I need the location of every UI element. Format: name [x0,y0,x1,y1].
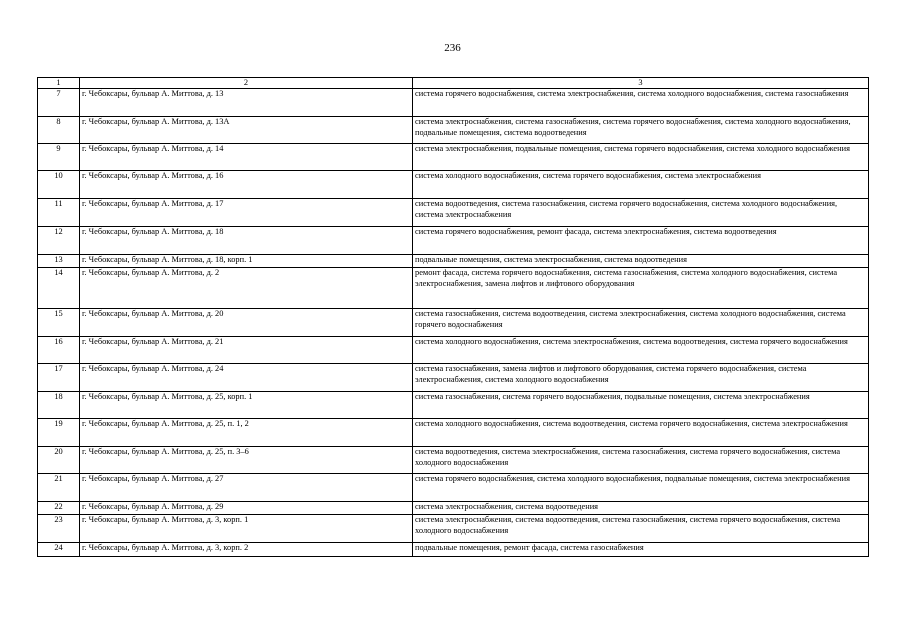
row-address: г. Чебоксары, бульвар А. Миттова, д. 18 [80,227,413,255]
row-number: 21 [38,474,80,502]
row-works: система горячего водоснабжения, система холодного водоснабжения, подвальные помещения, система электроснабжения [413,474,869,502]
row-number: 17 [38,364,80,392]
row-works: система электроснабжения, система газоснабжения, система горячего водоснабжения, система холодного водоснабжения, подвальные помещения, система водоотведения [413,117,869,144]
row-address: г. Чебоксары, бульвар А. Миттова, д. 2 [80,268,413,309]
table-row [38,89,869,117]
table-row [38,171,869,199]
column-header-number: 1 [38,78,80,89]
row-address: г. Чебоксары, бульвар А. Миттова, д. 27 [80,474,413,502]
table-row [38,419,869,447]
table-row [38,268,869,309]
row-number: 18 [38,392,80,419]
row-address: г. Чебоксары, бульвар А. Миттова, д. 14 [80,144,413,171]
table-row [38,337,869,364]
row-address: г. Чебоксары, бульвар А. Миттова, д. 20 [80,309,413,337]
row-works: система холодного водоснабжения, система горячего водоснабжения, система электроснабжения [413,171,869,199]
column-header-works: 3 [413,78,869,89]
table-row [38,474,869,502]
row-works: подвальные помещения, ремонт фасада, система газоснабжения [413,543,869,557]
row-number: 14 [38,268,80,309]
row-works: система электроснабжения, система водоотведения, система газоснабжения, система горячего водоснабжения, система холодного водоснабжения [413,515,869,543]
row-number: 24 [38,543,80,557]
page-number: 236 [444,42,461,54]
table-row [38,144,869,171]
table-row [38,364,869,392]
table-row [38,502,869,515]
row-address: г. Чебоксары, бульвар А. Миттова, д. 21 [80,337,413,364]
row-number: 7 [38,89,80,117]
row-address: г. Чебоксары, бульвар А. Миттова, д. 13 [80,89,413,117]
works-table [37,77,869,557]
row-works: система холодного водоснабжения, система электроснабжения, система водоотведения, система горячего водоснабжения [413,337,869,364]
row-number: 16 [38,337,80,364]
row-number: 8 [38,117,80,144]
row-works: система водоотведения, система электроснабжения, система газоснабжения, система горячего водоснабжения, система холодного водоснабжения [413,447,869,474]
row-address: г. Чебоксары, бульвар А. Миттова, д. 24 [80,364,413,392]
row-address: г. Чебоксары, бульвар А. Миттова, д. 18, корп. 1 [80,255,413,268]
row-works: система газоснабжения, замена лифтов и лифтового оборудования, система горячего водоснабжения, система электроснабжения, система холодного водоснабжения [413,364,869,392]
table-row [38,543,869,557]
row-address: г. Чебоксары, бульвар А. Миттова, д. 25, п. 1, 2 [80,419,413,447]
row-number: 20 [38,447,80,474]
row-address: г. Чебоксары, бульвар А. Миттова, д. 25, корп. 1 [80,392,413,419]
row-works: система холодного водоснабжения, система водоотведения, система горячего водоснабжения, система электроснабжения [413,419,869,447]
row-address: г. Чебоксары, бульвар А. Миттова, д. 16 [80,171,413,199]
row-works: система газоснабжения, система горячего водоснабжения, подвальные помещения, система электроснабжения [413,392,869,419]
row-works: ремонт фасада, система горячего водоснабжения, система газоснабжения, система холодного водоснабжения, система электроснабжения, замена лифтов и лифтового оборудования [413,268,869,309]
row-works: подвальные помещения, система электроснабжения, система водоотведения [413,255,869,268]
table-row [38,199,869,227]
row-address: г. Чебоксары, бульвар А. Миттова, д. 3, корп. 2 [80,543,413,557]
table-header-row [38,78,869,89]
row-works: система электроснабжения, подвальные помещения, система горячего водоснабжения, система холодного водоснабжения [413,144,869,171]
row-works: система водоотведения, система газоснабжения, система горячего водоснабжения, система холодного водоснабжения, система электроснабжения [413,199,869,227]
row-address: г. Чебоксары, бульвар А. Миттова, д. 3, корп. 1 [80,515,413,543]
row-address: г. Чебоксары, бульвар А. Миттова, д. 17 [80,199,413,227]
row-works: система горячего водоснабжения, ремонт фасада, система электроснабжения, система водоотведения [413,227,869,255]
row-works: система газоснабжения, система водоотведения, система электроснабжения, система холодного водоснабжения, система горячего водоснабжения [413,309,869,337]
row-number: 9 [38,144,80,171]
table-row [38,255,869,268]
row-address: г. Чебоксары, бульвар А. Миттова, д. 25, п. 3–6 [80,447,413,474]
row-number: 11 [38,199,80,227]
row-number: 22 [38,502,80,515]
column-header-address: 2 [80,78,413,89]
row-address: г. Чебоксары, бульвар А. Миттова, д. 29 [80,502,413,515]
row-number: 23 [38,515,80,543]
row-number: 13 [38,255,80,268]
row-number: 15 [38,309,80,337]
table-row [38,117,869,144]
table-row [38,309,869,337]
row-address: г. Чебоксары, бульвар А. Миттова, д. 13А [80,117,413,144]
table-row [38,392,869,419]
table-row [38,447,869,474]
table-row [38,515,869,543]
table-row [38,227,869,255]
row-number: 12 [38,227,80,255]
row-works: система электроснабжения, система водоотведения [413,502,869,515]
row-number: 19 [38,419,80,447]
row-number: 10 [38,171,80,199]
row-works: система горячего водоснабжения, система электроснабжения, система холодного водоснабжения, система газоснабжения [413,89,869,117]
